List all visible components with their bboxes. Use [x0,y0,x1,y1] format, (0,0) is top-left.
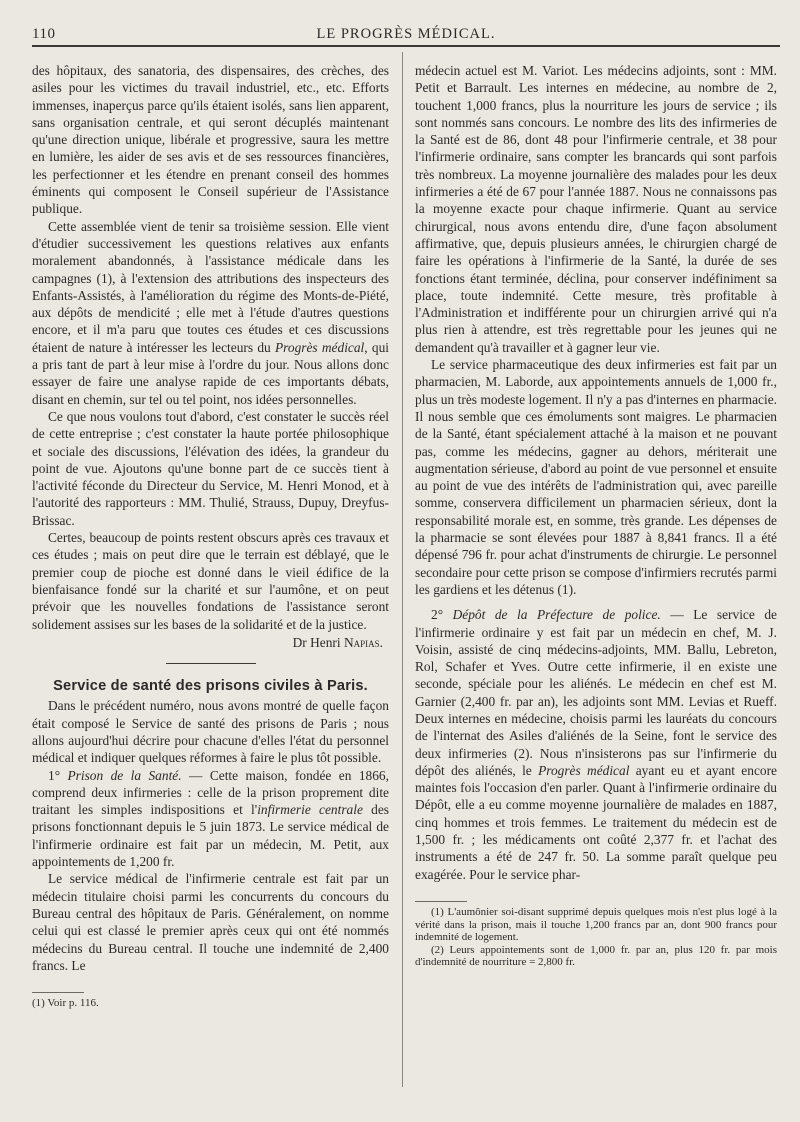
paragraph: des hôpitaux, des sanatoria, des dispensaires, des crèches, des asiles pour les victimes du travail industriel, etc., etc. Efforts immenses, inaperçus parce qu'ils étaient isolés, sans lien apparent, sans organisation centrale, et qui seront décuplés maintenant qu'une direction unique, libérale et progressive, saura les mettre en lumière, les aider de ses avis et de ses ressources financières, les perfectionner et les étendre en prenant conseil des hommes éminents qui composent le Conseil supérieur de l'Assistance publique. [32,63,389,217]
journal-title: Progrès médical [274,339,365,355]
footnote: (2) Leurs appointements sont de 1,000 fr. par an, plus 120 fr. par mois d'indemnité de nourriture = 2,800 fr. [415,943,777,969]
paragraph: 1° Prison de la Santé. — Cette maison, fondée en 1866, comprend deux infirmeries : celle de la prison proprement dite traitant les simples indispositions et l'infirmerie centrale des prisons fonctionnant depuis le 5 juin 1873. Le service médical de l'infirmerie ordinaire est fait par un médecin, M. Petit, aux appointements de 1,200 fr. [32,767,389,870]
paragraph: Cette assemblée vient de tenir sa troisième session. Elle vient d'étudier successivement les questions relatives aux enfants moralement abandonnés, à l'assistance médicale dans les campagnes (1), à l'extension des attributions des inspecteurs des Enfants-Assistés, à l'amélioration du régime des Monts-de-Piété, aux dépôts de mendicité ; elle met à l'étude d'autres questions encore, et il m'a paru que toutes ces études et ces discussions étaient de nature à intéresser les lecteurs du Progrès médical, qui a pris tant de part à leur mise à l'ordre du jour. Nous allons donc essayer de faire une analyse rapide de ces importants débats, disant en chemin, sur tel ou tel point, nos idées personnelles. [32,218,389,407]
paragraph: Dans le précédent numéro, nous avons montré de quelle façon était composé le Service de santé des prisons de Paris ; nous allons aujourd'hui décrire pour chacune d'elles l'état du personnel médical et indiquer quelques réformes à faire le plus tôt possible. [32,698,389,766]
left-column [32,62,389,1010]
footnote: (1) Voir p. 116. [32,997,99,1010]
journal-title: Progrès médical [538,762,630,778]
footnote-rule [32,992,84,993]
paragraph: Certes, beaucoup de points restent obscurs après ces travaux et ces études ; mais on peut dire que le terrain est déblayé, que le premier coup de pioche est donné dans le vieil édifice de la bienfaisance fondé sur la charité et sur l'aumône, et on peut prévoir que les nouvelles fondations de l'assistance seront solidement assises sur les bases de la solidarité et de la justice. [32,530,389,632]
footnote-rule [415,901,467,902]
section-divider [166,663,256,664]
column-divider [402,52,403,1087]
page-header [32,22,780,44]
section-heading: Service de santé des prisons civiles à Paris. [53,678,368,695]
paragraph: 2° Dépôt de la Préfecture de police. — Le service de l'infirmerie ordinaire y est fait par un médecin en chef, M. J. Voisin, assisté de cinq médecins-adjoints, MM. Ballu, Lebreton, Rol, Schafer et Yves. Outre cette infirmerie, il en existe une seconde, spéciale pour les aliénés. Le médecin en chef est M. Garnier (2,400 fr. par an), les adjoints sont MM. Levias et Rueff. Deux internes en médecine, choisis parmi les lauréats du concours de l'internat des Asiles d'aliénés de la Seine, font le service des deux infirmeries (2). Nous n'insisterons pas sur l'infirmerie du dépôt des aliénés, le Progrès médical ayant eu et ayant encore maintes fois l'occasion d'en parler. Quant à l'infirmerie ordinaire du Dépôt, elle a eu comme moyenne journalière de malades en 1887, cinq hommes et trois femmes. Le traitement du médecin est de 1,500 fr. ; les médicaments ont coûté 2,377 fr. et l'achat des instruments a été de 247 fr. 50. La somme paraît quelque peu exagérée. Pour le service phar- [415,607,777,882]
page-number: 110 [32,26,56,42]
running-title: LE PROGRÈS MÉDICAL. [316,26,496,42]
footnote: (1) L'aumônier soi-disant supprimé depuis quelques mois n'est plus logé à la vérité dans la prison, mais il touche 1,200 francs par an, dont 900 francs pour indemnité de logement. [415,905,777,944]
subsection-title: Dépôt de la Préfecture de police. [452,607,661,623]
paragraph: Ce que nous voulons tout d'abord, c'est constater le succès réel de cette entreprise ; c'est constater la haute portée philosophique et sociale des discussions, l'élévation des idées, la grandeur du point de vue. Ajoutons qu'une bonne part de ce succès tient à l'activité féconde du Directeur du Service, M. Henri Monod, et à l'autorité des rapporteurs : MM. Thulié, Strauss, Dupuy, Dreyfus-Brissac. [32,408,389,528]
header-rule [32,45,780,47]
author-signature: Dr Henri Napias. [292,634,383,650]
paragraph: Le service médical de l'infirmerie centrale est fait par un médecin titulaire choisi parmi les concurrents du concours du Bureau central des hôpitaux de Paris. Généralement, on nomme celui qui est classé le premier après ceux qui ont été nommés médecins du Bureau central. Il touche une indemnité de 2,400 francs. Le [32,871,389,973]
right-column [415,62,777,969]
paragraph: Le service pharmaceutique des deux infirmeries est fait par un pharmacien, M. Laborde, aux appointements annuels de 1,000 fr., plus un très modeste logement. Il n'y a pas d'internes en pharmacie. Il nous semble que ces émoluments sont maigres. Le pharmacien de la Santé, étant spécialement attaché à la maison et ne pouvant pas, comme les médecins, gagner au dehors, mériterait une augmentation sérieuse, d'abord au point de vue personnel et ensuite au point de vue des intérêts de l'administration qui, avec pareille somme, conservera difficilement un pharmacien sérieux, dont la responsabilité morale est, en somme, très grande. Les dépenses de la pharmacie se sont élevées pour 1887 à 8,841 francs. Il a été dépensé 796 fr. pour achat d'instruments de chirurgie. Le personnel secondaire pour cette prison se compose d'infirmiers recrutés parmi les gardiens et les détenus (1). [415,357,777,597]
subsection-title: Prison de la Santé. [67,767,182,783]
paragraph: médecin actuel est M. Variot. Les médecins adjoints, sont : MM. Petit et Barrault. Les internes en médecine, au nombre de 2, touchent 1,000 francs, plus la nourriture les jours de service ; ils sont nommés sans concours. Le nombre des lits des infirmeries de la Santé est de 86, dont 48 pour l'infirmerie centrale, et 38 pour l'infirmerie ordinaire, sans compter les brancards qui sont parfois très nombreux. La moyenne journalière des malades pour les deux infirmeries a été de 67 pour l'année 1887. Nous ne connaissons pas la moyenne exacte pour chaque infirmerie. Quant au service chirurgical, nous avons entendu dire, d'une façon absolument affirmative, que, depuis plusieurs années, le chirurgien chargé de faire les opérations à l'infirmerie de la Santé, la durée de ses fonctions étant terminée, déclina, pour conserver indéfiniment sa place, toute indemnité. Cette mesure, très profitable à l'Administration et indifférente pour un chirurgien arrivé qui n'a plus rien à attendre, est très regrettable pour les jeunes qui ne demandent qu'à travailler et à gagner leur vie. [415,63,777,355]
